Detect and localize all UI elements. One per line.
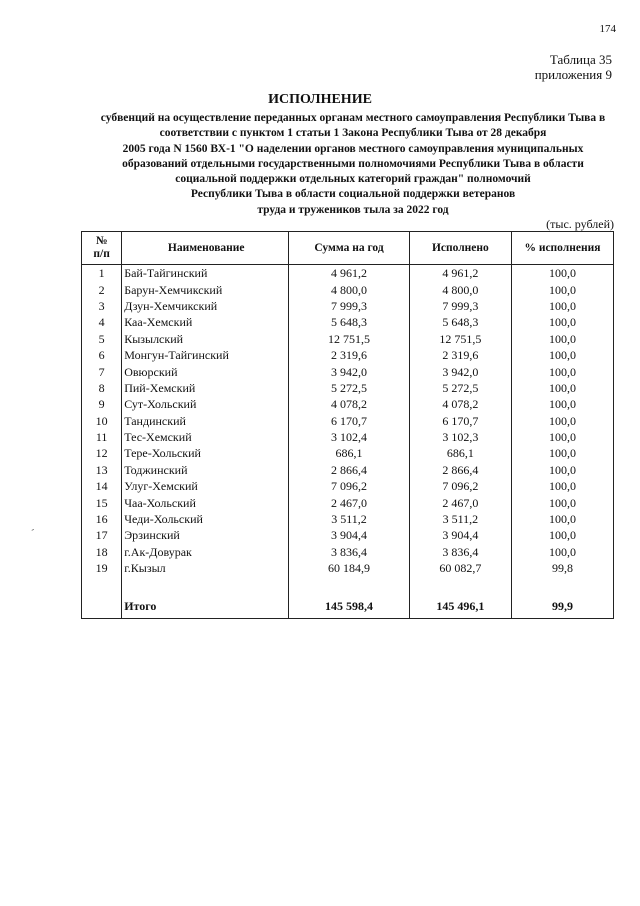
header-num xyxy=(82,232,122,265)
cell-pct: 100,0 xyxy=(511,396,613,412)
cell-plan: 3 836,4 xyxy=(289,544,410,560)
cell-num: 7 xyxy=(82,363,122,379)
table-row xyxy=(82,314,614,330)
table-reference-line1: Таблица 35 xyxy=(549,52,612,67)
cell-plan: 60 184,9 xyxy=(289,560,410,576)
cell-name: Дзун-Хемчикский xyxy=(122,298,289,314)
table-row xyxy=(82,494,614,510)
table-row xyxy=(82,298,614,314)
cell-pct: 100,0 xyxy=(511,380,613,396)
cell-exec: 6 170,7 xyxy=(409,413,511,429)
header-pct: % исполнения xyxy=(511,232,613,265)
cell-name: Овюрский xyxy=(122,363,289,379)
cell-pct: 100,0 xyxy=(511,347,613,363)
cell-num: 2 xyxy=(82,281,122,297)
cell-num: 3 xyxy=(82,298,122,314)
subtitle-line: субвенций на осуществление переданных органам местного самоуправления Республики Тыва в xyxy=(100,112,606,124)
execution-table xyxy=(81,231,614,619)
cell-exec: 7 096,2 xyxy=(409,478,511,494)
cell-num: 19 xyxy=(82,560,122,576)
cell-num: 5 xyxy=(82,331,122,347)
cell-exec: 2 319,6 xyxy=(409,347,511,363)
table-row xyxy=(82,331,614,347)
cell-plan: 3 511,2 xyxy=(289,511,410,527)
total-row xyxy=(82,594,614,619)
cell-pct: 100,0 xyxy=(511,363,613,379)
cell-num: 1 xyxy=(82,265,122,282)
cell-num: 15 xyxy=(82,494,122,510)
cell-num: 12 xyxy=(82,445,122,461)
cell-name: Каа-Хемский xyxy=(122,314,289,330)
cell-pct: 100,0 xyxy=(511,413,613,429)
cell-name: Сут-Хольский xyxy=(122,396,289,412)
cell-plan: 2 319,6 xyxy=(289,347,410,363)
cell-exec: 3 511,2 xyxy=(409,511,511,527)
table-row xyxy=(82,363,614,379)
spacer-cell xyxy=(122,576,289,594)
header-num-line1: № xyxy=(95,235,108,247)
spacer-cell xyxy=(511,576,613,594)
cell-num: 17 xyxy=(82,527,122,543)
cell-exec: 3 942,0 xyxy=(409,363,511,379)
total-cell-exec: 145 496,1 xyxy=(409,594,511,619)
cell-exec: 5 648,3 xyxy=(409,314,511,330)
margin-mark: - xyxy=(29,523,36,535)
spacer-row xyxy=(82,576,614,594)
subtitle-line: труда и тружеников тыла за 2022 год xyxy=(257,203,449,216)
cell-plan: 3 942,0 xyxy=(289,363,410,379)
table-reference xyxy=(535,52,612,82)
cell-name: Монгун-Тайгинский xyxy=(122,347,289,363)
cell-num: 14 xyxy=(82,478,122,494)
cell-plan: 4 961,2 xyxy=(289,265,410,282)
cell-pct: 100,0 xyxy=(511,445,613,461)
header-num-line2: п/п xyxy=(93,248,110,260)
cell-exec: 4 961,2 xyxy=(409,265,511,282)
cell-name: Тес-Хемский xyxy=(122,429,289,445)
table-row xyxy=(82,445,614,461)
cell-num: 4 xyxy=(82,314,122,330)
cell-plan: 12 751,5 xyxy=(289,331,410,347)
document-title: ИСПОЛНЕНИЕ xyxy=(268,92,372,107)
cell-exec: 2 467,0 xyxy=(409,494,511,510)
table-row xyxy=(82,396,614,412)
cell-plan: 7 096,2 xyxy=(289,478,410,494)
total-cell-name: Итого xyxy=(122,594,289,619)
table-row xyxy=(82,560,614,576)
cell-name: г.Кызыл xyxy=(122,560,289,576)
cell-plan: 5 648,3 xyxy=(289,314,410,330)
cell-exec: 5 272,5 xyxy=(409,380,511,396)
table-row xyxy=(82,527,614,543)
cell-exec: 7 999,3 xyxy=(409,298,511,314)
cell-exec: 3 836,4 xyxy=(409,544,511,560)
cell-pct: 100,0 xyxy=(511,544,613,560)
subtitle-line: 2005 года N 1560 ВХ-1 "О наделении органов местного самоуправления муниципальных xyxy=(122,142,584,155)
spacer-cell xyxy=(409,576,511,594)
cell-name: Бай-Тайгинский xyxy=(122,265,289,282)
cell-plan: 2 467,0 xyxy=(289,494,410,510)
total-cell-plan: 145 598,4 xyxy=(289,594,410,619)
cell-pct: 100,0 xyxy=(511,494,613,510)
table-header-row xyxy=(82,232,614,265)
cell-name: Тере-Хольский xyxy=(122,445,289,461)
header-exec: Исполнено xyxy=(409,232,511,265)
cell-exec: 686,1 xyxy=(409,445,511,461)
cell-pct: 100,0 xyxy=(511,331,613,347)
cell-pct: 100,0 xyxy=(511,281,613,297)
cell-pct: 99,8 xyxy=(511,560,613,576)
subtitle-line: социальной поддержки отдельных категорий граждан" полномочий xyxy=(175,173,531,186)
header-plan: Сумма на год xyxy=(289,232,410,265)
cell-pct: 100,0 xyxy=(511,265,613,282)
cell-pct: 100,0 xyxy=(511,527,613,543)
cell-exec: 3 904,4 xyxy=(409,527,511,543)
cell-plan: 686,1 xyxy=(289,445,410,461)
cell-num: 11 xyxy=(82,429,122,445)
cell-exec: 4 078,2 xyxy=(409,396,511,412)
table-row xyxy=(82,462,614,478)
cell-name: Барун-Хемчикский xyxy=(122,281,289,297)
units-label: (тыс. рублей) xyxy=(546,217,614,231)
table-row xyxy=(82,281,614,297)
cell-name: Улуг-Хемский xyxy=(122,478,289,494)
table-row xyxy=(82,347,614,363)
cell-pct: 100,0 xyxy=(511,298,613,314)
cell-num: 8 xyxy=(82,380,122,396)
total-cell-pct: 99,9 xyxy=(511,594,613,619)
cell-exec: 12 751,5 xyxy=(409,331,511,347)
cell-num: 6 xyxy=(82,347,122,363)
cell-name: Кызылский xyxy=(122,331,289,347)
table-row xyxy=(82,380,614,396)
table-row xyxy=(82,265,614,282)
table-reference-line2: приложения 9 xyxy=(534,67,612,82)
cell-pct: 100,0 xyxy=(511,314,613,330)
cell-plan: 7 999,3 xyxy=(289,298,410,314)
cell-name: Тоджинский xyxy=(122,462,289,478)
cell-num: 16 xyxy=(82,511,122,527)
cell-pct: 100,0 xyxy=(511,511,613,527)
spacer-cell xyxy=(82,576,122,594)
table-row xyxy=(82,544,614,560)
cell-pct: 100,0 xyxy=(511,429,613,445)
cell-pct: 100,0 xyxy=(511,462,613,478)
spacer-cell xyxy=(289,576,410,594)
table-row xyxy=(82,429,614,445)
cell-pct: 100,0 xyxy=(511,478,613,494)
cell-plan: 3 102,4 xyxy=(289,429,410,445)
cell-num: 10 xyxy=(82,413,122,429)
subtitle-line: Республики Тыва в области социальной поддержки ветеранов xyxy=(190,188,516,201)
table-row xyxy=(82,478,614,494)
cell-num: 9 xyxy=(82,396,122,412)
cell-name: Чеди-Хольский xyxy=(122,511,289,527)
cell-plan: 2 866,4 xyxy=(289,462,410,478)
cell-plan: 4 800,0 xyxy=(289,281,410,297)
cell-plan: 4 078,2 xyxy=(289,396,410,412)
cell-plan: 5 272,5 xyxy=(289,380,410,396)
table-row xyxy=(82,413,614,429)
total-cell-num xyxy=(82,594,122,619)
cell-exec: 60 082,7 xyxy=(409,560,511,576)
subtitle-line: соответствии с пунктом 1 статьи 1 Закона Республики Тыва от 28 декабря xyxy=(159,127,547,140)
cell-name: г.Ак-Довурак xyxy=(122,544,289,560)
header-name: Наименование xyxy=(122,232,289,265)
cell-name: Тандинский xyxy=(122,413,289,429)
cell-name: Чаа-Хольский xyxy=(122,494,289,510)
document-subtitle xyxy=(88,111,618,218)
cell-exec: 3 102,3 xyxy=(409,429,511,445)
cell-num: 13 xyxy=(82,462,122,478)
cell-plan: 3 904,4 xyxy=(289,527,410,543)
cell-num: 18 xyxy=(82,544,122,560)
cell-plan: 6 170,7 xyxy=(289,413,410,429)
cell-exec: 2 866,4 xyxy=(409,462,511,478)
cell-name: Эрзинский xyxy=(122,527,289,543)
subtitle-line: образований отдельными государственными полномочиями Республики Тыва в области xyxy=(122,157,584,170)
cell-name: Пий-Хемский xyxy=(122,380,289,396)
cell-exec: 4 800,0 xyxy=(409,281,511,297)
page-number: 174 xyxy=(599,23,616,35)
table-row xyxy=(82,511,614,527)
